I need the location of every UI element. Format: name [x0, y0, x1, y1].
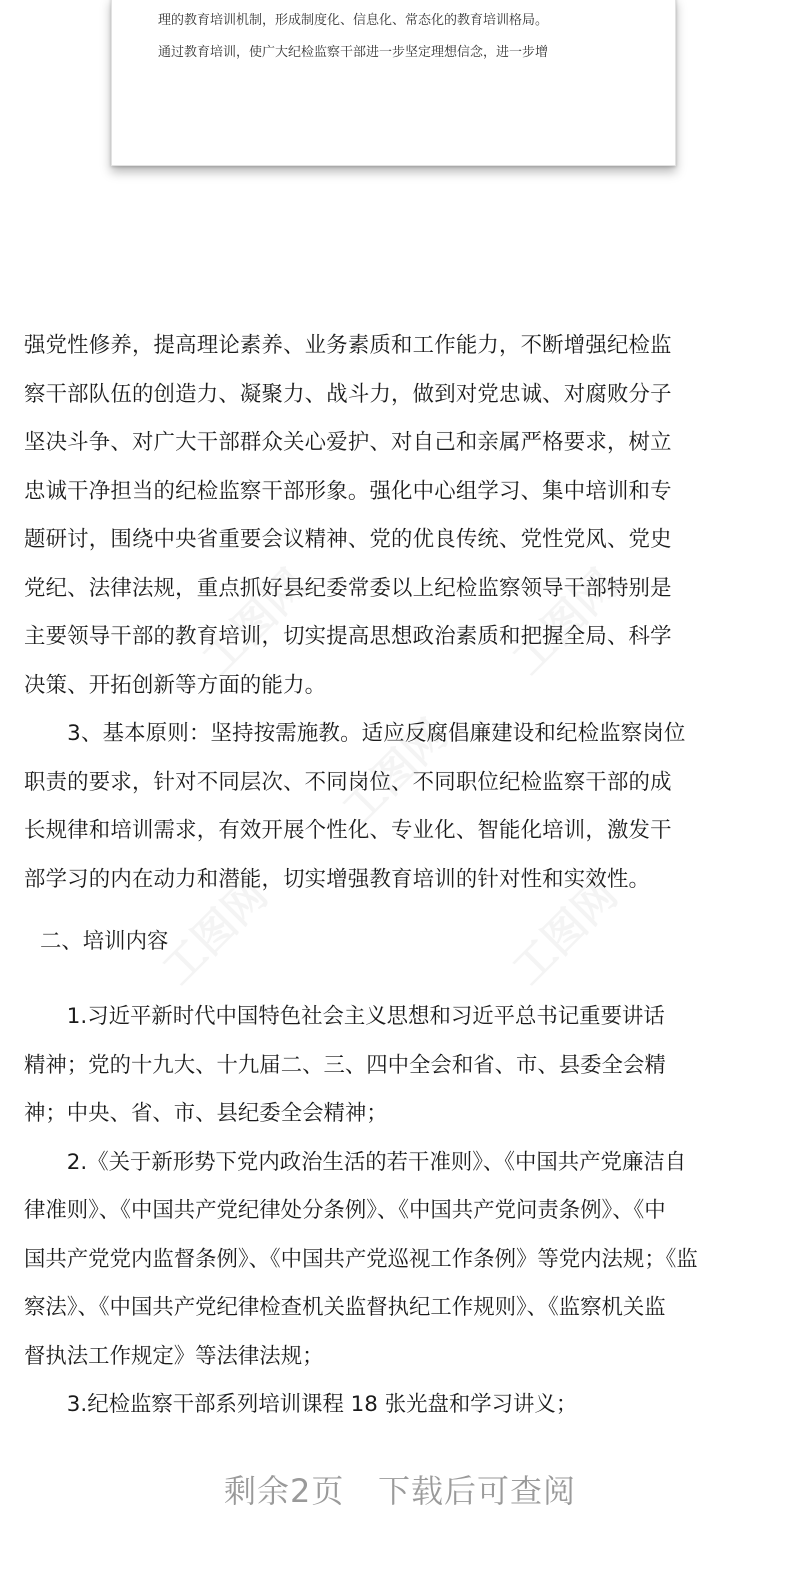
- text-line: 察干部队伍的创造力、凝聚力、战斗力，做到对党忠诚、对腐败分子: [24, 381, 672, 407]
- download-prompt[interactable]: [0, 1466, 800, 1512]
- text-line: 长规律和培训需求，有效开展个性化、专业化、智能化培训，激发干: [24, 818, 672, 843]
- text-line: 党纪、法律法规，重点抓好县纪委常委以上纪检监察领导干部特别是: [24, 575, 672, 601]
- watermark: 工图网: [332, 709, 457, 834]
- watermark: 工图网: [192, 559, 317, 684]
- text-line: 题研讨，围绕中央省重要会议精神、党的优良传统、党性党风、党史: [24, 527, 672, 552]
- text-line: 主要领导干部的教育培训，切实提高思想政治素质和把握全局、科学: [24, 624, 672, 649]
- watermark: 工图网: [502, 869, 627, 994]
- body-text: [24, 322, 768, 904]
- remaining-pages-text: 剩余2页: [224, 1472, 345, 1510]
- text-line: 坚决斗争、对广大干部群众关心爱护、对自己和亲属严格要求，树立: [24, 430, 672, 455]
- text-line: 决策、开拓创新等方面的能力。: [24, 672, 327, 698]
- text-line: 国共产党党内监督条例》、《中国共产党巡视工作条例》等党内法规；《监: [24, 1246, 698, 1272]
- preview-line: 通过教育培训，使广大纪检监察干部进一步坚定理想信念，进一步增: [158, 45, 549, 60]
- text-line: 督执法工作规定》等法律法规；: [24, 1343, 324, 1369]
- content-list: [24, 993, 768, 1430]
- preview-line: 理的教育培训机制，形成制度化、信息化、常态化的教育培训格局。: [158, 13, 549, 28]
- text-line: 职责的要求，针对不同层次、不同岗位、不同职位纪检监察干部的成: [24, 769, 672, 795]
- watermark: 工图网: [502, 559, 627, 684]
- text-line: 3.纪检监察干部系列培训课程 18 张光盘和学习讲义；: [24, 1392, 578, 1417]
- text-line: 强党性修养，提高理论素养、业务素质和工作能力，不断增强纪检监: [24, 333, 672, 358]
- text-line: 律准则》、《中国共产党纪律处分条例》、《中国共产党问责条例》、《中: [24, 1198, 666, 1223]
- download-to-view-text[interactable]: 下载后可查阅: [377, 1472, 576, 1510]
- text-line: 3、基本原则：坚持按需施教。适应反腐倡廉建设和纪检监察岗位: [24, 721, 686, 746]
- text-line: 察法》、《中国共产党纪律检查机关监督执纪工作规则》、《监察机关监: [24, 1295, 666, 1320]
- text-line: 2.《关于新形势下党内政治生活的若干准则》、《中国共产党廉洁自: [24, 1149, 687, 1175]
- text-line: 忠诚干净担当的纪检监察干部形象。强化中心组学习、集中培训和专: [24, 478, 672, 504]
- text-line: 神；中央、省、市、县纪委全会精神；: [24, 1101, 388, 1126]
- preview-card: [111, 0, 676, 166]
- text-line: 精神；党的十九大、十九届二、三、四中全会和省、市、县委全会精: [24, 1052, 666, 1078]
- section-heading: 二、培训内容: [40, 929, 169, 954]
- text-line: 部学习的内在动力和潜能，切实增强教育培训的针对性和实效性。: [24, 866, 651, 892]
- text-line: 1.习近平新时代中国特色社会主义思想和习近平总书记重要讲话: [24, 1004, 665, 1029]
- watermark: 工图网: [152, 869, 277, 994]
